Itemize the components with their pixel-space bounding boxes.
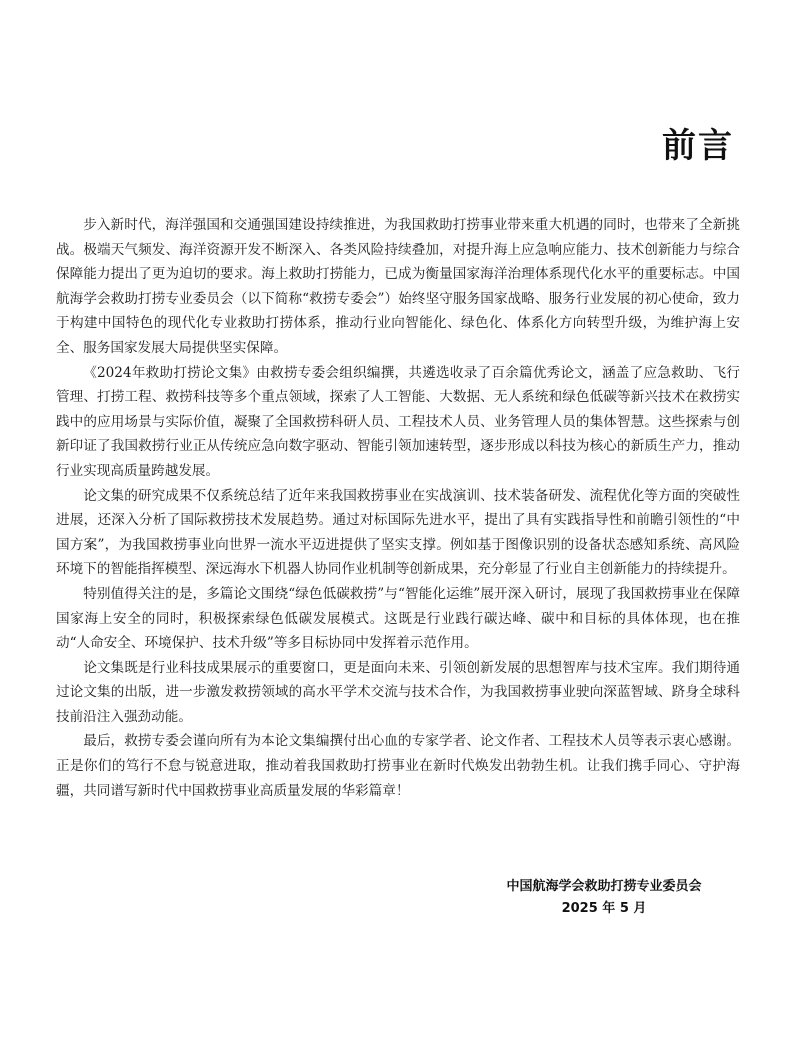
signature-date: 2025 年 5 月	[561, 901, 647, 916]
paragraph-1: 步入新时代，海洋强国和交通强国建设持续推进，为我国救助打捞事业带来重大机遇的同时，也带来了全新挑战。极端天气频发、海洋资源开发不断深入、各类风险持续叠加，对提升海上应急响应能力、技术创新能力与综合保障能力提出了更为迫切的要求。海上救助打捞能力，已成为衡量国家海洋治理体系现代化水平的重要标志。中国航海学会救助打捞专业委员会（以下简称“救捞专委会”）始终坚守服务国家战略、服务行业发展的初心使命，致力于构建中国特色的现代化专业救助打捞体系，推动行业向智能化、绿色化、体系化方向转型升级，为维护海上安全、服务国家发展大局提供坚实保障。	[56, 217, 740, 356]
signature-organization: 中国航海学会救助打捞专业委员会	[506, 879, 702, 894]
paragraph-3: 论文集的研究成果不仅系统总结了近年来我国救捞事业在实战演训、技术装备研发、流程优化等方面的突破性进展，还深入分析了国际救捞技术发展趋势。通过对标国际先进水平，提出了具有实践指导性和前瞻引领性的“中国方案”，为我国救捞事业向世界一流水平迈进提供了坚实支撑。例如基于图像识别的设备状态感知系统、高风险环境下的智能指挥模型、深远海水下机器人协同作业机制等创新成果，充分彰显了行业自主创新能力的持续提升。	[56, 487, 740, 578]
paragraph-6: 最后，救捞专委会谨向所有为本论文集编撰付出心血的专家学者、论文作者、工程技术人员等表示衷心感谢。正是你们的笃行不怠与锐意进取，推动着我国救助打捞事业在新时代焕发出勃勃生机。让我们携手同心、守护海疆，共同谱写新时代中国救捞事业高质量发展的华彩篇章！	[56, 733, 740, 799]
signature-block	[474, 876, 734, 920]
page-title: 前言	[662, 126, 734, 166]
paragraph-5: 论文集既是行业科技成果展示的重要窗口，更是面向未来、引领创新发展的思想智库与技术宝库。我们期待通过论文集的出版，进一步激发救捞领域的高水平学术交流与技术合作，为我国救捞事业驶向深蓝智域、跻身全球科技前沿注入强劲动能。	[56, 659, 740, 725]
preface-body	[56, 213, 740, 803]
paragraph-2: 《2024年救助打捞论文集》由救捞专委会组织编撰，共遴选收录了百余篇优秀论文，涵盖了应急救助、飞行管理、打捞工程、救捞科技等多个重点领域，探索了人工智能、大数据、无人系统和绿色低碳等新兴技术在救捞实践中的应用场景与实际价值，凝聚了全国救捞科研人员、工程技术人员、业务管理人员的集体智慧。这些探索与创新印证了我国救捞行业正从传统应急向数字驱动、智能引领加速转型，逐步形成以科技为核心的新质生产力，推动行业实现高质量跨越发展。	[56, 364, 740, 479]
paragraph-4: 特别值得关注的是，多篇论文围绕“绿色低碳救捞”与“智能化运维”展开深入研讨，展现了我国救捞事业在保障国家海上安全的同时，积极探索绿色低碳发展模式。这既是行业践行碳达峰、碳中和目标的具体体现，也在推动“人命安全、环境保护、技术升级”等多目标协同中发挥着示范作用。	[56, 585, 740, 652]
